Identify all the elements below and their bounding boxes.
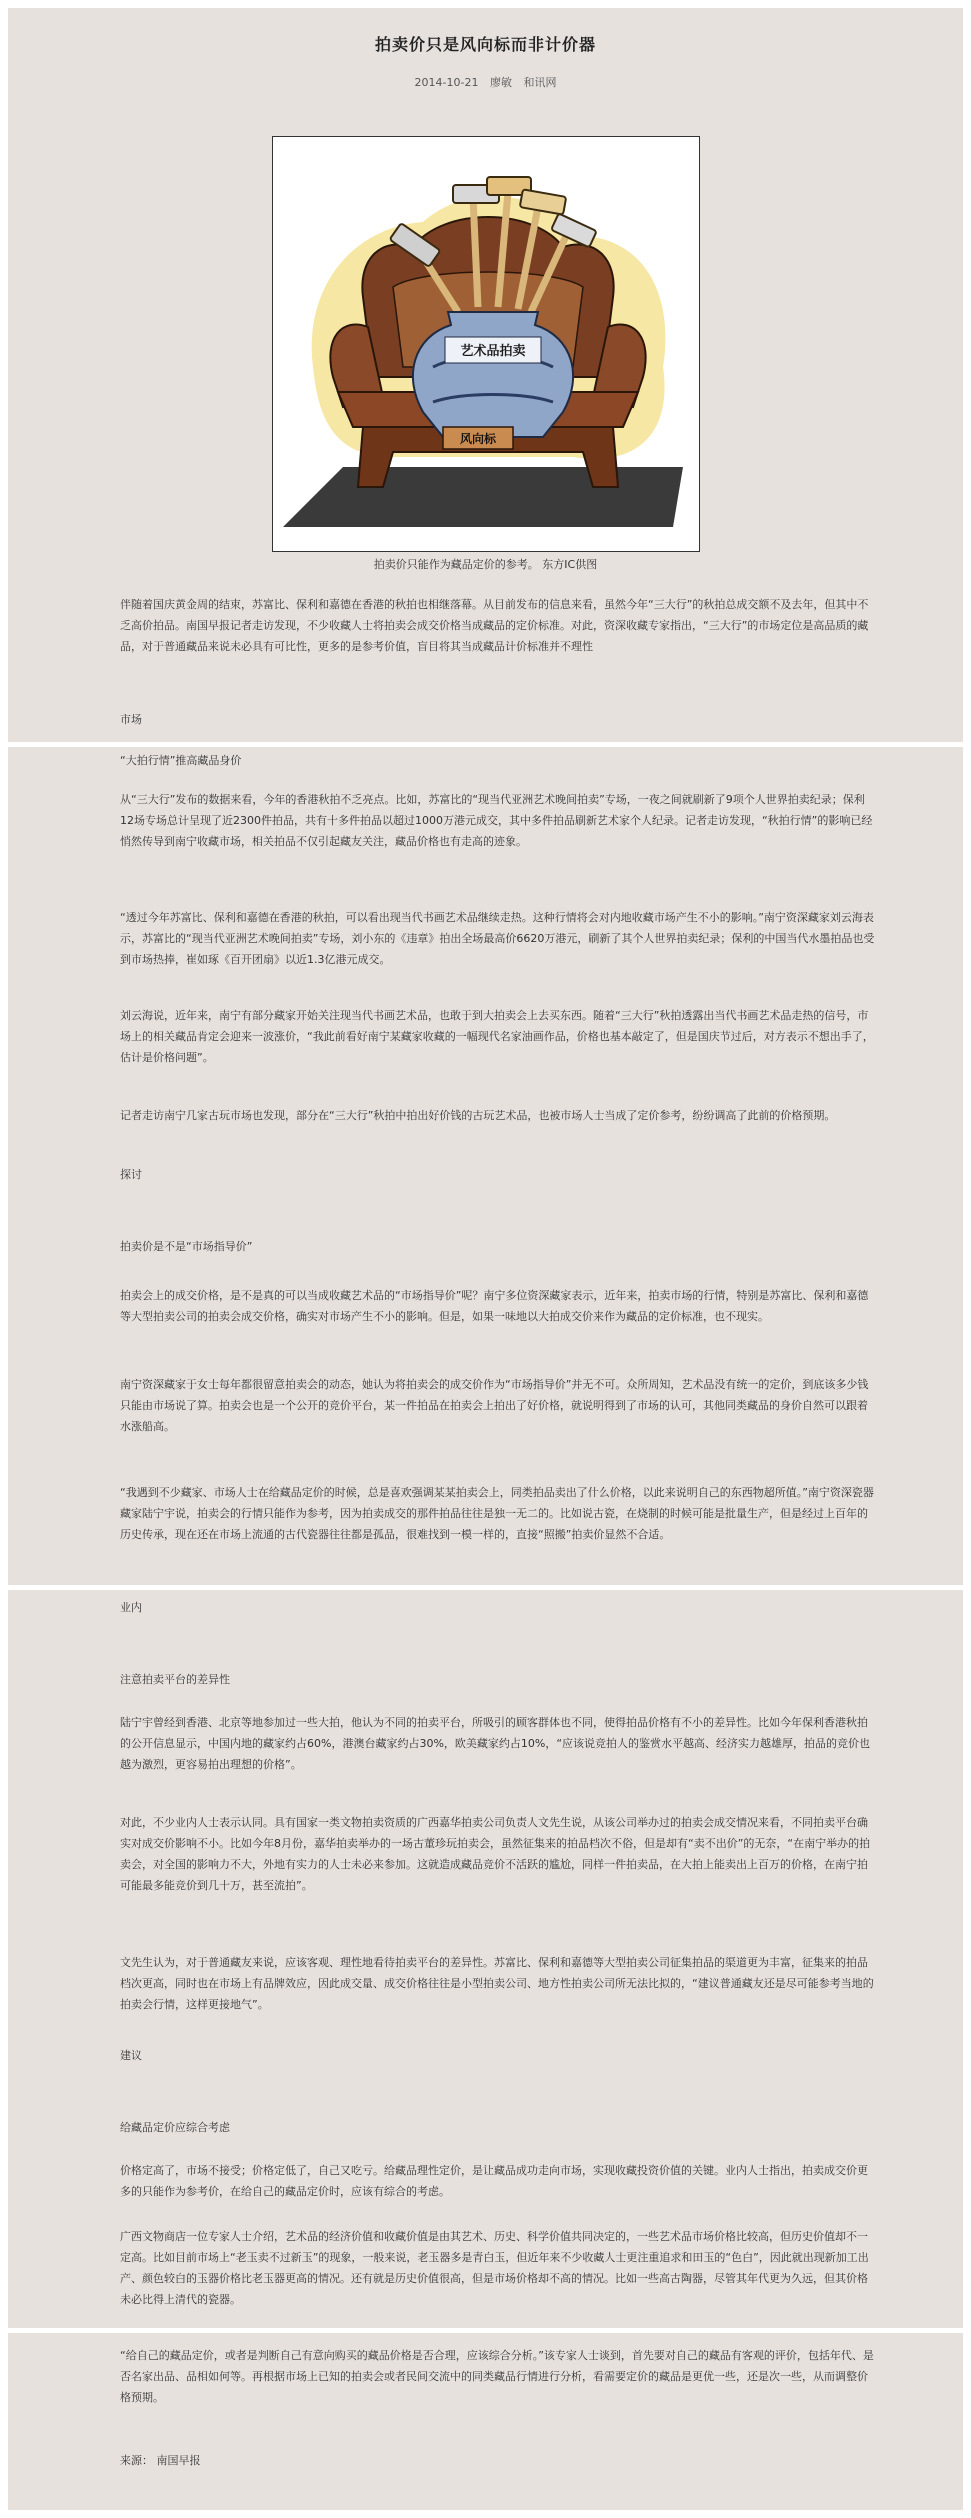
article-date: 2014-10-21	[414, 76, 479, 89]
paragraph-industry-3: 文先生认为，对于普通藏友来说，应该客观、理性地看待拍卖平台的差异性。苏富比、保利和嘉德等大型拍卖公司征集拍品的渠道更为丰富，征集来的拍品档次更高，同时也在市场上有品牌效应，因此成交量、成交价格往往是小型拍卖公司、地方性拍卖公司所无法比拟的，“建议普通藏友还是尽可能参考当地的拍卖会行情，这样更接地气”。	[120, 1956, 874, 2011]
paragraph-industry-1: 陆宁宇曾经到香港、北京等地参加过一些大拍，他认为不同的拍卖平台，所吸引的顾客群体也不同，使得拍品价格有不小的差异性。比如今年保利香港秋拍的公开信息显示，中国内地的藏家约占60%，港澳台藏家约占30%，欧美藏家约占10%，“应该说竞拍人的鉴赏水平越高、经济实力越雄厚，拍品的竞价也越为激烈，更容易拍出理想的价格”。	[120, 1716, 871, 1771]
article-panel-4	[8, 2333, 963, 2510]
paragraph-suggest-2: 广西文物商店一位专家人士介绍，艺术品的经济价值和收藏价值是由其艺术、历史、科学价值共同决定的，一些艺术品市场价格比较高，但历史价值却不一定高。比如目前市场上“老玉卖不过新玉”的现象，一般来说，老玉器多是青白玉，但近年来不少收藏人士更注重追求和田玉的“色白”，因此就出现新加工出产、颜色较白的玉器价格比老玉器更高的情况。还有就是历史价值很高，但是市场价格却不高的情况。比如一些高古陶器，尽管其年代更为久远，但其价格未必比得上清代的瓷器。	[120, 2230, 869, 2306]
subheading-explore: 拍卖价是不是“市场指导价”	[120, 1240, 253, 1253]
article-source-site: 和讯网	[523, 76, 557, 89]
paragraph-suggest-1: 价格定高了，市场不接受；价格定低了，自己又吃亏。给藏品理性定价，是让藏品成功走向市场，实现收藏投资价值的关键。业内人士指出，拍卖成交价更多的只能作为参考价，在给自己的藏品定价时，应该有综合的考虑。	[120, 2164, 868, 2198]
sign-text: 风向标	[459, 432, 497, 446]
section-heading-market: 市场	[120, 713, 142, 726]
subheading-market: “大拍行情”推高藏品身价	[120, 754, 242, 767]
paragraph-market-4: 记者走访南宁几家古玩市场也发现，部分在“三大行”秋拍中拍出好价钱的古玩艺术品，也被市场人士当成了定价参考，纷纷调高了此前的价格预期。	[120, 1109, 836, 1122]
paragraph-explore-3: “我遇到不少藏家、市场人士在给藏品定价的时候，总是喜欢强调某某拍卖会上，同类拍品卖出了什么价格，以此来说明自己的东西物超所值。”南宁资深瓷器藏家陆宁宇说，拍卖会的行情只能作为参考，因为拍卖成交的那件拍品往往是独一无二的。比如说古瓷，在烧制的时候可能是批量生产，但是经过上百年的历史传承，现在还在市场上流通的古代瓷器往往都是孤品，很难找到一模一样的，直接“照搬”拍卖价显然不合适。	[120, 1486, 874, 1541]
subheading-industry: 注意拍卖平台的差异性	[120, 1673, 230, 1686]
section-heading-explore: 探讨	[120, 1168, 142, 1181]
figure-caption: 拍卖价只能作为藏品定价的参考。 东方IC供图	[373, 558, 598, 571]
paragraph-market-3: 刘云海说，近年来，南宁有部分藏家开始关注现当代书画艺术品，也敢于到大拍卖会上去买东西。随着“三大行”秋拍透露出当代书画艺术品走热的信号，市场上的相关藏品肯定会迎来一波涨价，“我此前看好南宁某藏家收藏的一幅现代名家油画作品，价格也基本敲定了，但是国庆节过后，对方表示不想出手了，估计是价格问题”。	[120, 1009, 874, 1064]
article-panel-3	[8, 1590, 963, 2328]
paragraph-market-1: 从“三大行”发布的数据来看，今年的香港秋拍不乏亮点。比如，苏富比的“现当代亚洲艺术晚间拍卖”专场，一夜之间就刷新了9项个人世界拍卖纪录；保利12场专场总计呈现了近2300件拍品，共有十多件拍品以超过1000万港元成交，其中多件拍品刷新艺术家个人纪录。记者走访发现，“秋拍行情”的影响已经悄然传导到南宁收藏市场，相关拍品不仅引起藏友关注，藏品价格也有走高的迹象。	[120, 793, 873, 848]
article-source-line: 来源： 南国早报	[120, 2454, 201, 2467]
paragraph-explore-2: 南宁资深藏家于女士每年都很留意拍卖会的动态，她认为将拍卖会的成交价作为“市场指导价”并无不可。众所周知，艺术品没有统一的定价，到底该多少钱只能由市场说了算。拍卖会也是一个公开的竞价平台，某一件拍品在拍卖会上拍出了好价格，就说明得到了市场的认可，其他同类藏品的身价自然可以跟着水涨船高。	[120, 1378, 869, 1433]
article-author: 廖敏	[489, 76, 512, 89]
paragraph-final: “给自己的藏品定价，或者是判断自己有意向购买的藏品价格是否合理，应该综合分析。”该专家人士谈到，首先要对自己的藏品有客观的评价，包括年代、是否名家出品、品相如何等。再根据市场上已知的拍卖会或者民间交流中的同类藏品行情进行分析，看需要定价的藏品是更优一些，还是次一些，从而调整价格预期。	[120, 2349, 874, 2404]
vase-label: 艺术品拍卖	[460, 344, 526, 359]
subheading-suggest: 给藏品定价应综合考虑	[120, 2121, 230, 2134]
paragraph-market-2: “透过今年苏富比、保利和嘉德在香港的秋拍，可以看出现当代书画艺术品继续走热。这种行情将会对内地收藏市场产生不小的影响。”南宁资深藏家刘云海表示，苏富比的“现当代亚洲艺术晚间拍卖”专场，刘小东的《违章》拍出全场最高价6620万港元，刷新了其个人世界拍卖纪录；保利的中国当代水墨拍品也受到市场热捧，崔如琢《百开团扇》以近1.3亿港元成交。	[120, 911, 875, 966]
paragraph-industry-2: 对此，不少业内人士表示认同。具有国家一类文物拍卖资质的广西嘉华拍卖公司负责人文先生说，从该公司举办过的拍卖会成交情况来看，不同拍卖平台确实对成交价影响不小。比如今年8月份，嘉华拍卖举办的一场古董珍玩拍卖会，虽然征集来的拍品档次不俗，但是却有“卖不出价”的无奈，“在南宁举办的拍卖会，对全国的影响力不大，外地有实力的人士未必来参加。这就造成藏品竞价不活跃的尴尬，同样一件拍卖品，在大拍上能卖出上百万的价格，在南宁拍可能最多能竞价到几十万，甚至流拍”。	[120, 1816, 871, 1892]
vase	[413, 312, 573, 437]
paragraph-explore-1: 拍卖会上的成交价格，是不是真的可以当成收藏艺术品的“市场指导价”呢？南宁多位资深藏家表示，近年来，拍卖市场的行情，特别是苏富比、保利和嘉德等大型拍卖公司的拍卖会成交价格，确实对市场产生不小的影响。但是，如果一味地以大拍成交价来作为藏品的定价标准，也不现实。	[120, 1289, 869, 1323]
section-heading-industry: 业内	[120, 1601, 142, 1614]
cartoon-illustration	[272, 136, 700, 552]
article-title: 拍卖价只是风向标而非计价器	[374, 35, 596, 54]
intro-paragraph: 伴随着国庆黄金周的结束，苏富比、保利和嘉德在香港的秋拍也相继落幕。从目前发布的信息来看，虽然今年“三大行”的秋拍总成交额不及去年，但其中不乏高价拍品。南国早报记者走访发现，不少收藏人士将拍卖会成交价格当成藏品的定价标准。对此，资深收藏专家指出，“三大行”的市场定位是高品质的藏品，对于普通藏品来说未必具有可比性，更多的是参考价值，盲目将其当成藏品计价标准并不理性	[120, 598, 869, 653]
article-meta	[8, 74, 963, 90]
cartoon-svg	[273, 137, 699, 551]
floor	[283, 467, 683, 527]
section-heading-suggest: 建议	[120, 2049, 142, 2062]
article-panel-1	[8, 8, 963, 742]
article-panel-2	[8, 747, 963, 1585]
